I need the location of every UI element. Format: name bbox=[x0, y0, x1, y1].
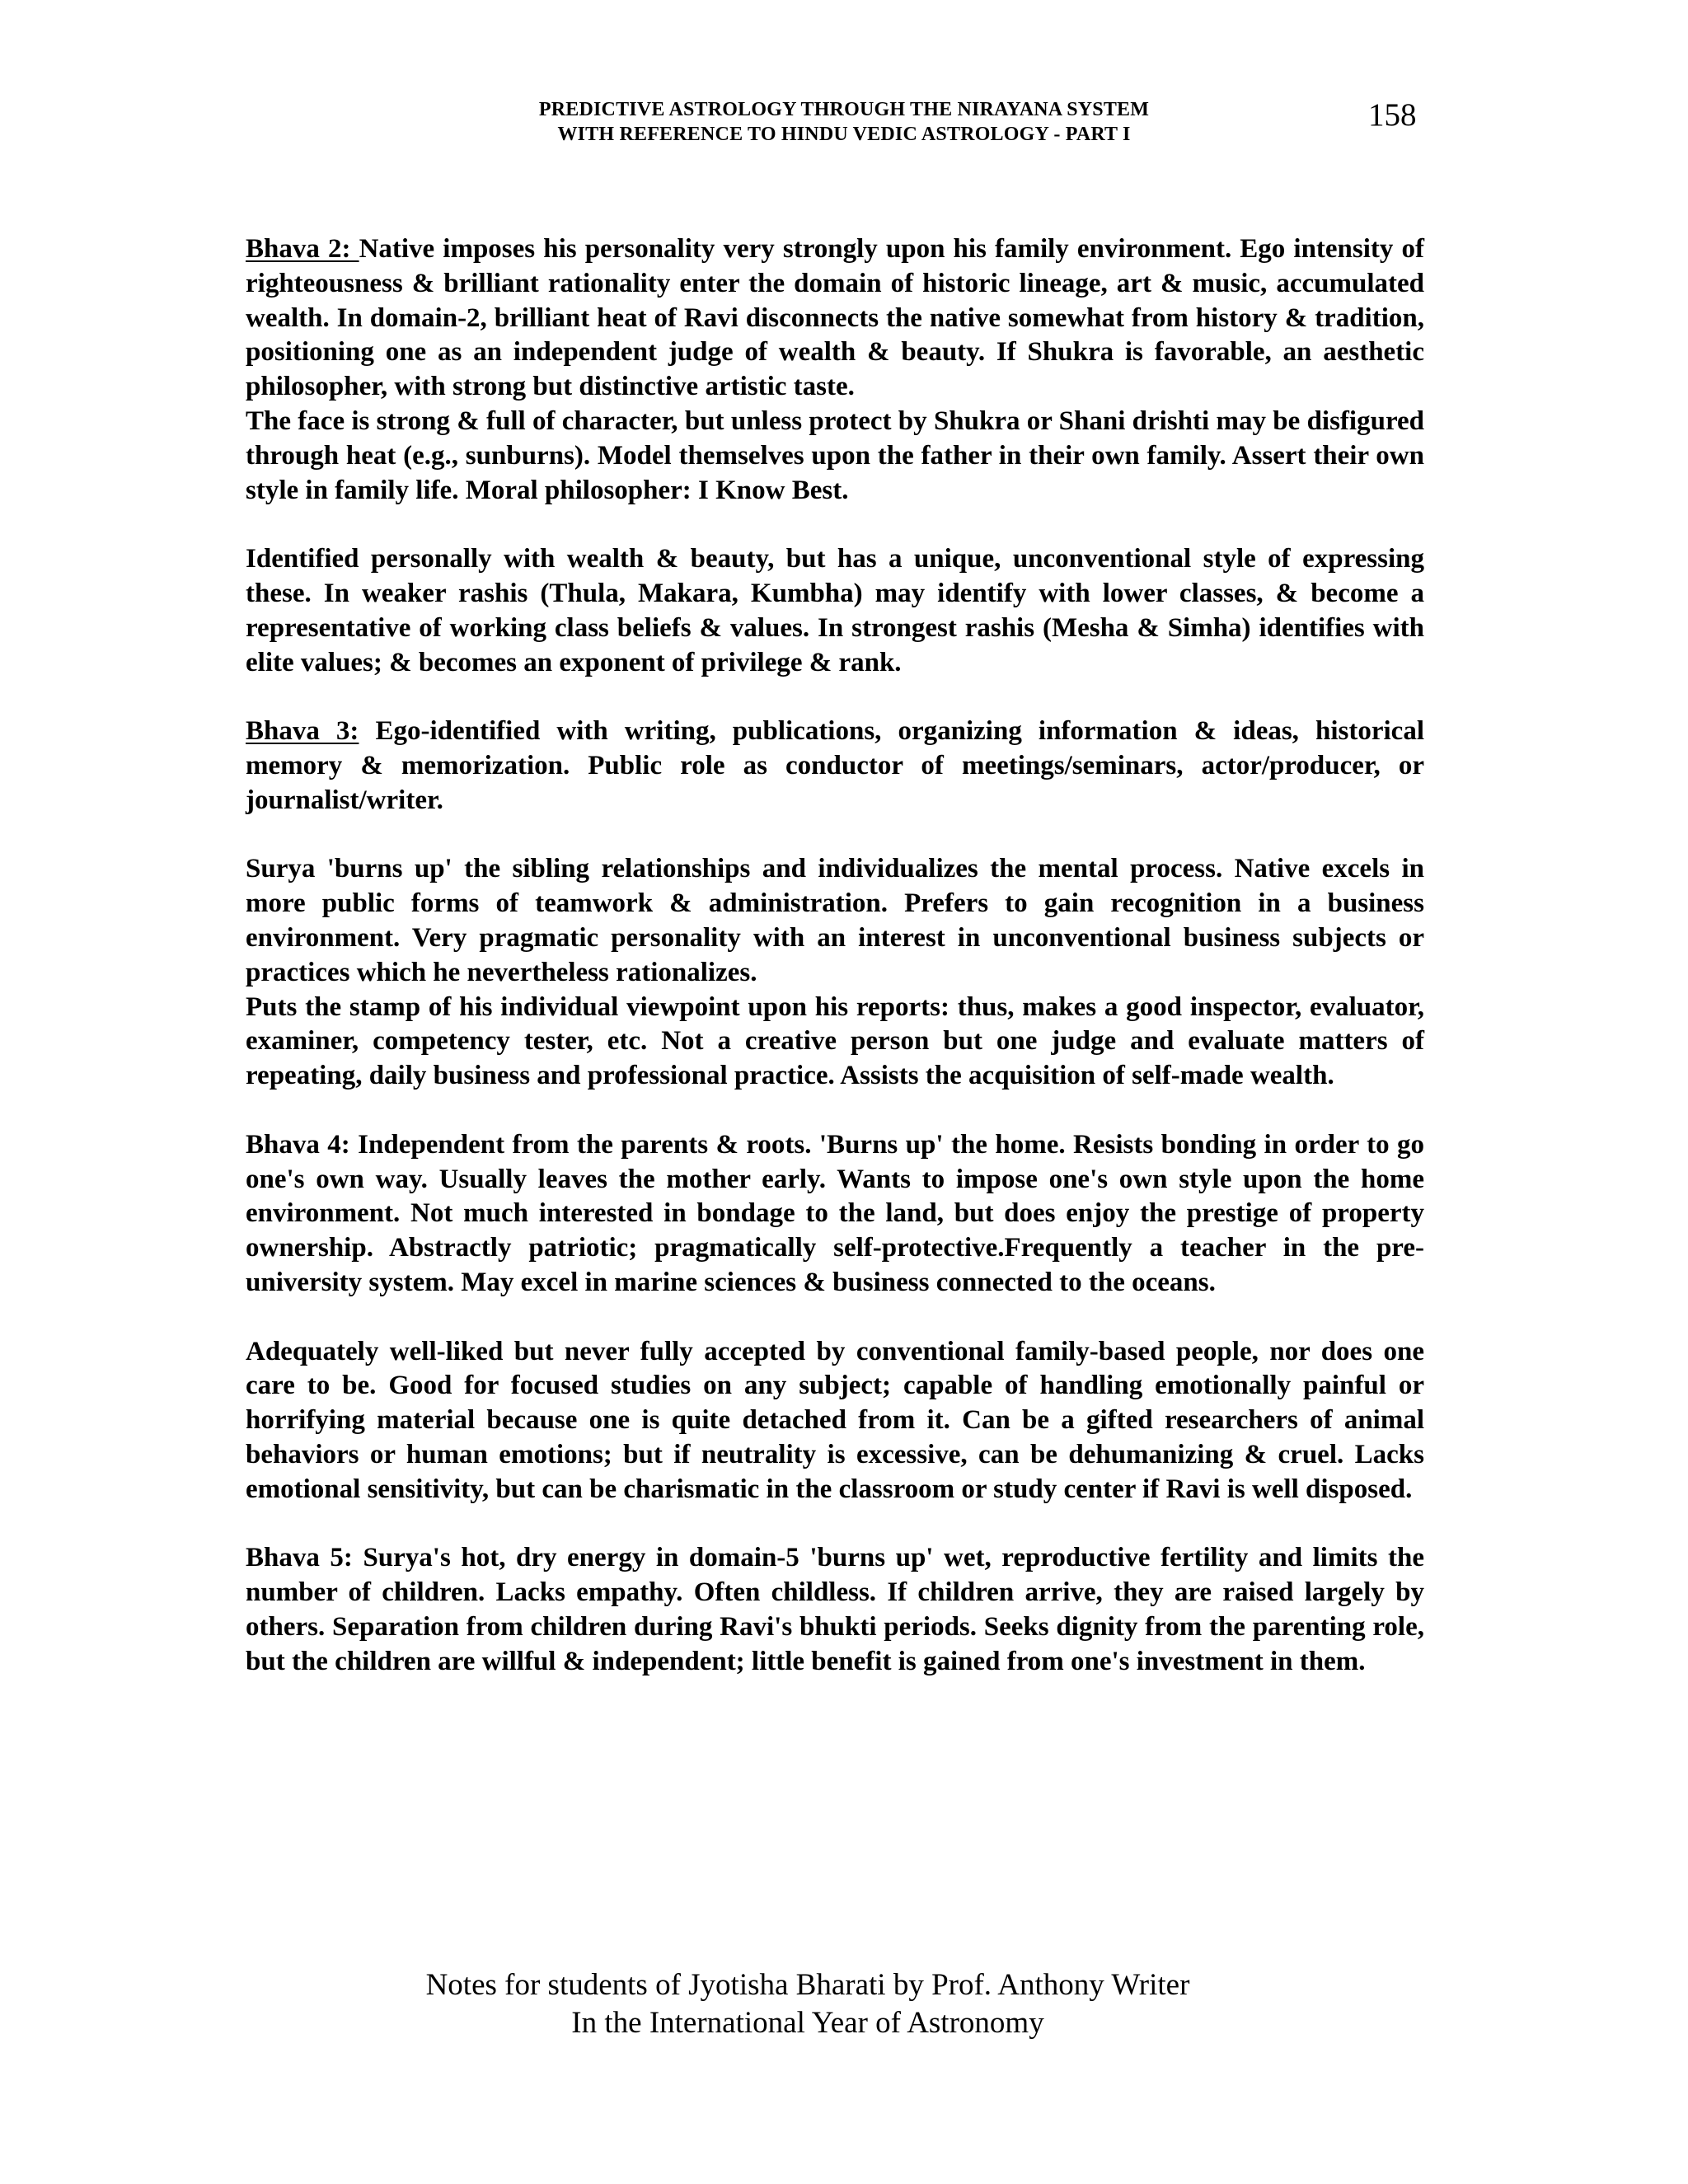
running-header bbox=[0, 97, 1688, 147]
paragraph-spacer bbox=[246, 1301, 1424, 1335]
header-title-line-1: PREDICTIVE ASTROLOGY THROUGH THE NIRAYANA SYSTEM bbox=[538, 99, 1150, 120]
bhava-2-text: Native imposes his personality very strongly upon his family environment. Ego intensity of righteousness & brilliant rationality enter the domain of historic lineage, art & music, accumulated wealth. In domain-2, brilliant heat of Ravi disconnects the native somewhat from history & tradition, positioning one as an independent judge of wealth & beauty. If Shukra is favorable, an aesthetic philosopher, with strong but distinctive artistic taste. bbox=[246, 234, 1424, 402]
header-title-line-2: WITH REFERENCE TO HINDU VEDIC ASTROLOGY - PART I bbox=[557, 124, 1131, 145]
paragraph-bhava-4-adequately: Adequately well-liked but never fully accepted by conventional family-based people, nor does one care to be. Good for focused studies on any subject; capable of handling emotionally painful or horrifying material because one is quite detached from it. Can be a gifted researchers of animal behaviors or human emotions; but if neutrality is excessive, can be dehumanizing & cruel. Lacks emotional sensitivity, but can be charismatic in the classroom or study center if Ravi is well disposed. bbox=[246, 1336, 1424, 1504]
paragraph-bhava-3 bbox=[246, 715, 1424, 818]
paragraph-bhava-5: Bhava 5: Surya's hot, dry energy in domain-5 'burns up' wet, reproductive fertility and limits the number of children. Lacks empathy. Often childless. If children arrive, they are raised largely by others. Separation from children during Ravi's bhukti periods. Seeks dignity from the parenting role, but the children are willful & independent; little benefit is gained from one's investment in them. bbox=[246, 1543, 1424, 1676]
footer-line-2: In the International Year of Astronomy bbox=[571, 2006, 1044, 2040]
paragraph-spacer bbox=[246, 508, 1424, 542]
bhava-3-text: Ego-identified with writing, publications, organizing information & ideas, historical memory & memorization. Public role as conductor of meetings/seminars, actor/producer, or journalist/writer. bbox=[246, 716, 1424, 815]
page-number: 158 bbox=[1368, 97, 1417, 133]
bhava-2-heading: Bhava 2: bbox=[246, 234, 359, 264]
page-footer bbox=[0, 1966, 1615, 2042]
page-body bbox=[246, 232, 1424, 1679]
paragraph-bhava-2-identified: Identified personally with wealth & beauty, but has a unique, unconventional style of expressing these. In weaker rashis (Thula, Makara, Kumbha) may identify with lower classes, & become a representative of working class beliefs & values. In strongest rashis (Mesha & Simha) identifies with elite values; & becomes an exponent of privilege & rank. bbox=[246, 544, 1424, 677]
paragraph-spacer bbox=[246, 1507, 1424, 1541]
paragraph-bhava-2-face: The face is strong & full of character, but unless protect by Shukra or Shani drishti may be disfigured through heat (e.g., sunburns). Model themselves upon the father in their own family. Assert their own style in family life. Moral philosopher: I Know Best. bbox=[246, 405, 1424, 505]
paragraph-spacer bbox=[246, 680, 1424, 715]
footer-line-1: Notes for students of Jyotisha Bharati by Prof. Anthony Writer bbox=[425, 1968, 1190, 2002]
paragraph-bhava-3-surya: Surya 'burns up' the sibling relationships and individualizes the mental process. Native excels in more public forms of teamwork & administration. Prefers to gain recognition in a business environment. Very pragmatic personality with an interest in unconventional business subjects or practices which he nevertheless rationalizes. bbox=[246, 854, 1424, 987]
bhava-3-heading: Bhava 3: bbox=[246, 716, 359, 747]
paragraph-bhava-3-stamp: Puts the stamp of his individual viewpoint upon his reports: thus, makes a good inspector, evaluator, examiner, competency tester, etc. Not a creative person but one judge and evaluate matters of repeating, daily business and professional practice. Assists the acquisition of self-made wealth. bbox=[246, 991, 1424, 1091]
paragraph-spacer bbox=[246, 818, 1424, 853]
paragraph-bhava-2 bbox=[246, 232, 1424, 405]
paragraph-spacer bbox=[246, 1094, 1424, 1128]
paragraph-bhava-4: Bhava 4: Independent from the parents & roots. 'Burns up' the home. Resists bonding in order to go one's own way. Usually leaves the mother early. Wants to impose one's own style upon the home environment. Not much interested in bondage to the land, but does enjoy the prestige of property ownership. Abstractly patriotic; pragmatically self-protective.Frequently a teacher in the pre-university system. May excel in marine sciences & business connected to the oceans. bbox=[246, 1129, 1424, 1297]
